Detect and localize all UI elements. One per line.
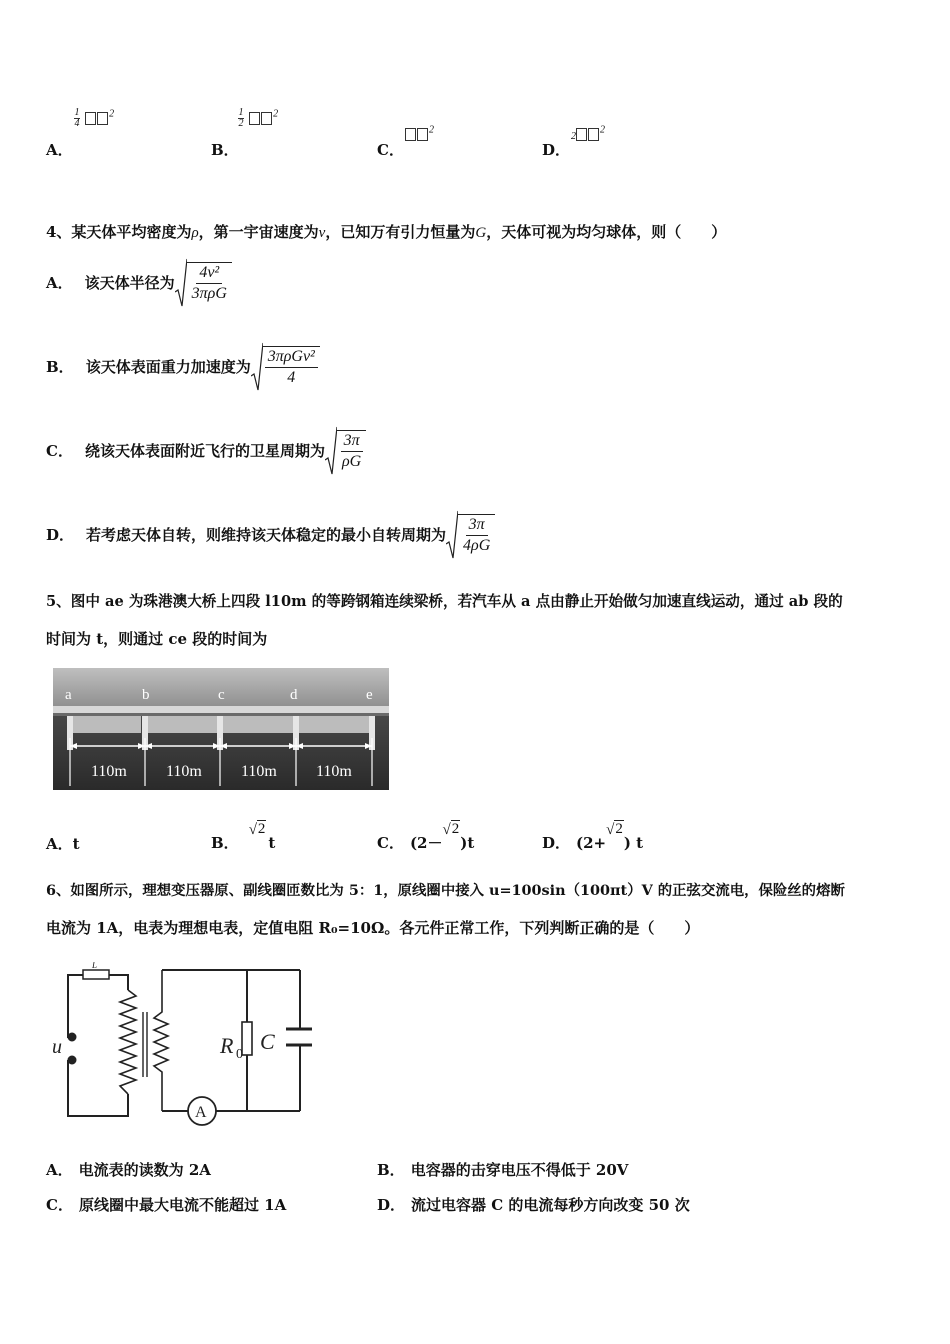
q3-option-c-expr: 2: [405, 124, 434, 143]
span-label: 110m: [166, 763, 202, 780]
point-label-a: a: [65, 687, 72, 703]
sqrt-expression: $\frac{\text{4v²}}{\text{3πρG}}$: [175, 258, 232, 308]
q5-option-a: A．t: [46, 835, 80, 853]
label-fuse: L: [92, 962, 98, 970]
q6-option-a: A． 电流表的读数为 2A: [46, 1161, 211, 1179]
q3-option-c: C．: [377, 141, 404, 159]
point-label-c: c: [218, 687, 225, 703]
missing-glyph-icon: [85, 112, 96, 125]
terminal-top: [69, 1034, 76, 1041]
point-label-e: e: [366, 687, 373, 703]
sqrt-expression: $\frac{3\pi}{4\rho G}$: [446, 510, 495, 560]
q3-option-b-expr: $\frac{1}{2}$ $^2$: [238, 107, 279, 129]
sqrt-expression: $\frac{\text{3πρGv²}}{4}$: [251, 342, 320, 392]
q5-option-c: C． (2－ √ 2 )t: [377, 821, 475, 852]
label-r: R: [220, 1033, 234, 1058]
q4-stem: 4、某天体平均密度为ρ，第一宇宙速度为v，已知万有引力恒量为G，天体可视为均匀球体，则（ ）: [46, 223, 727, 241]
q6-stem-line1: 6、如图所示，理想变压器原、副线圈匝数比为 5：1，原线圈中接入 u=100sin（100πt）V 的正弦交流电，保险丝的熔断: [46, 882, 845, 899]
q4-option-c: C． 绕该天体表面附近飞行的卫星周期为 $\frac{3\pi}{\rho G}$: [46, 426, 366, 476]
span-label: 110m: [91, 763, 127, 780]
q6-option-b: B． 电容器的击穿电压不得低于 20V: [377, 1161, 629, 1179]
q5-stem-line1: 5、图中 ae 为珠港澳大桥上四段 l10m 的等跨钢箱连续梁桥，若汽车从 a 点由静止开始做匀加速直线运动，通过 ab 段的: [46, 593, 843, 610]
missing-glyph-icon: [261, 112, 272, 125]
q3-option-d: D．: [542, 141, 571, 159]
q5-stem-line2: 时间为 t，则通过 ce 段的时间为: [46, 630, 268, 648]
q4-option-b: B． 该天体表面重力加速度为 $\frac{\text{3πρGv²}}{4}$: [46, 342, 320, 392]
q3-option-d-expr: $2^2$: [571, 124, 605, 142]
missing-glyph-icon: [97, 112, 108, 125]
label-r-sub: 0: [236, 1047, 243, 1062]
q6-stem-line2: 电流为 1A，电表为理想电表，定值电阻 R₀=10Ω。各元件正常工作，下列判断正确的是（ ）: [46, 919, 700, 937]
bridge-photo: [53, 668, 389, 790]
missing-glyph-icon: [576, 128, 587, 141]
q5-option-d: D． (2+ √ 2 ) t: [542, 821, 644, 852]
label-c: C: [260, 1029, 275, 1054]
q6-option-c: C． 原线圈中最大电流不能超过 1A: [46, 1196, 287, 1214]
q4-option-a: A． 该天体半径为 $\frac{\text{4v²}}{\text{3πρG}}$: [46, 258, 232, 308]
circuit-diagram: [50, 962, 320, 1132]
missing-glyph-icon: [417, 128, 428, 141]
label-u: u: [52, 1036, 62, 1058]
missing-glyph-icon: [405, 128, 416, 141]
sqrt-expression: $\frac{3\pi}{\rho G}$: [325, 426, 366, 476]
missing-glyph-icon: [249, 112, 260, 125]
q3-option-a: A．: [46, 141, 73, 159]
q6-option-d: D． 流过电容器 C 的电流每秒方向改变 50 次: [377, 1196, 690, 1214]
span-label: 110m: [241, 763, 277, 780]
label-ammeter: A: [195, 1104, 207, 1121]
q3-option-b: B．: [211, 141, 239, 159]
q3-option-a-expr: $\frac{1}{4}$ $^2$: [74, 107, 115, 129]
point-label-d: d: [290, 687, 298, 703]
resistor-r0: [242, 1022, 252, 1055]
q5-option-b: B． √ 2 t: [211, 821, 276, 852]
q4-option-d: D． 若考虑天体自转，则维持该天体稳定的最小自转周期为 $\frac{3\pi}{4\rho G}$: [46, 510, 495, 560]
span-label: 110m: [316, 763, 352, 780]
terminal-bottom: [69, 1057, 76, 1064]
point-label-b: b: [142, 687, 150, 703]
missing-glyph-icon: [588, 128, 599, 141]
